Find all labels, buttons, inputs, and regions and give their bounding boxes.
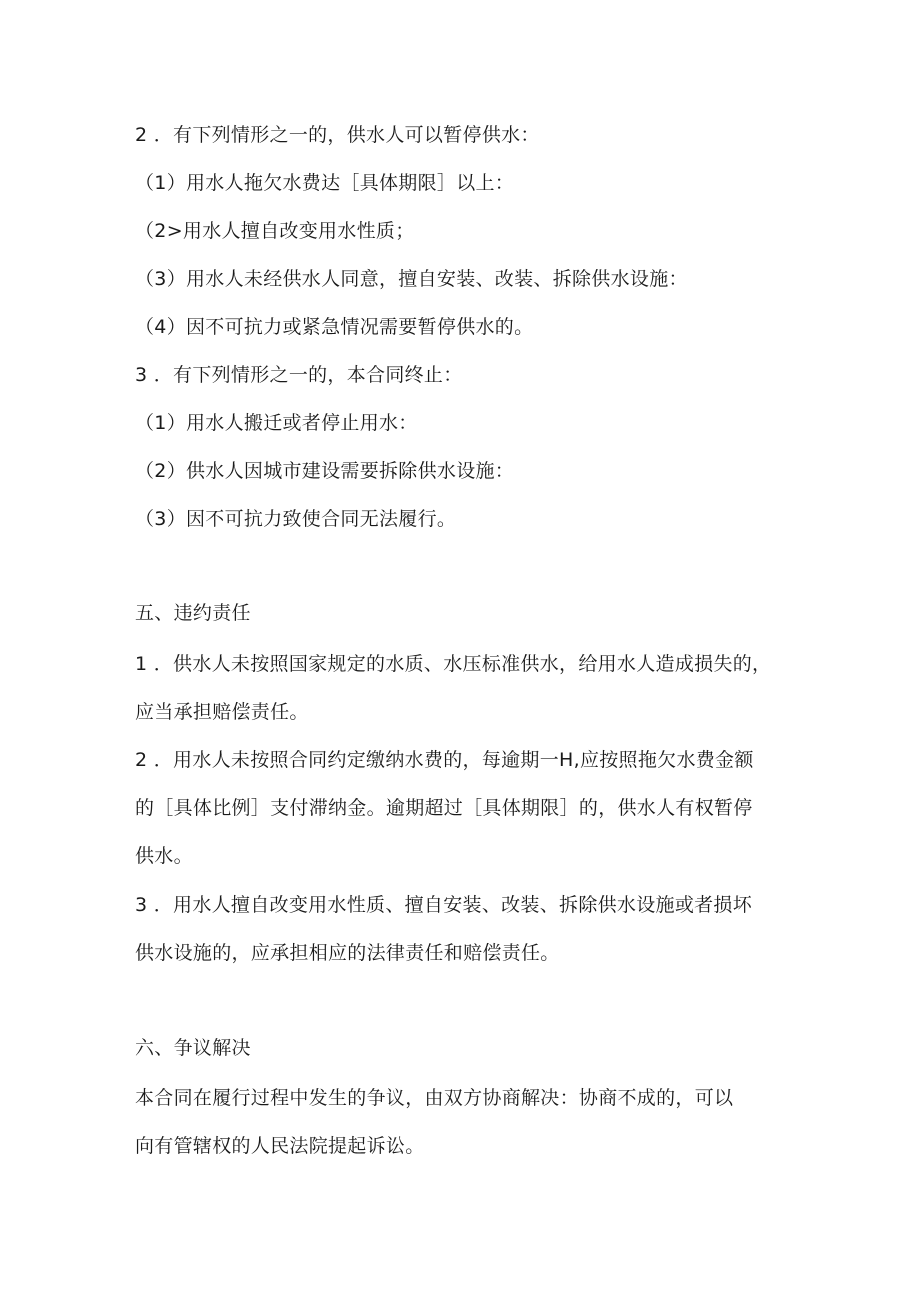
clause-4-3-heading: 3 ．有下列情形之一的，本合同终止： xyxy=(135,364,463,386)
section-6-title: 六、争议解决 xyxy=(135,1037,251,1059)
clause-4-2-3: （3）用水人未经供水人同意，擅自安装、改装、拆除供水设施： xyxy=(135,268,688,290)
clause-5-2-line-2: 的［具体比例］支付滞纳金。逾期超过［具体期限］的，供水人有权暂停 xyxy=(135,797,753,819)
clause-4-2-2: （2>用水人擅自改变用水性质； xyxy=(135,220,415,242)
clause-4-2-1: （1）用水人拖欠水费达［具体期限］以上： xyxy=(135,172,515,194)
clause-6-line-2: 向有管辖权的人民法院提起诉讼。 xyxy=(135,1135,425,1157)
clause-5-1-line-1: 1 ．供水人未按照国家规定的水质、水压标准供水，给用水人造成损失的， xyxy=(135,653,772,675)
clause-5-2-line-1: 2 ．用水人未按照合同约定缴纳水费的，每逾期一H,应按照拖欠水费金额 xyxy=(135,749,754,771)
clause-5-3-line-1: 3 ．用水人擅自改变用水性质、擅自安装、改装、拆除供水设施或者损坏 xyxy=(135,894,753,916)
clause-5-2-line-3: 供水。 xyxy=(135,845,193,867)
clause-4-3-3: （3）因不可抗力致使合同无法履行。 xyxy=(135,508,457,530)
clause-4-2-heading: 2 ．有下列情形之一的，供水人可以暂停供水： xyxy=(135,124,540,146)
clause-5-3-line-2: 供水设施的，应承担相应的法律责任和赔偿责任。 xyxy=(135,942,560,964)
clause-5-1-line-2: 应当承担赔偿责任。 xyxy=(135,701,309,723)
clause-4-3-2: （2）供水人因城市建设需要拆除供水设施： xyxy=(135,460,515,482)
clause-4-3-1: （1）用水人搬迁或者停止用水： xyxy=(135,412,418,434)
clause-4-2-4: （4）因不可抗力或紧急情况需要暂停供水的。 xyxy=(135,316,534,338)
clause-6-line-1: 本合同在履行过程中发生的争议，由双方协商解决：协商不成的，可以 xyxy=(135,1087,734,1109)
section-5-title: 五、违约责任 xyxy=(135,602,251,624)
